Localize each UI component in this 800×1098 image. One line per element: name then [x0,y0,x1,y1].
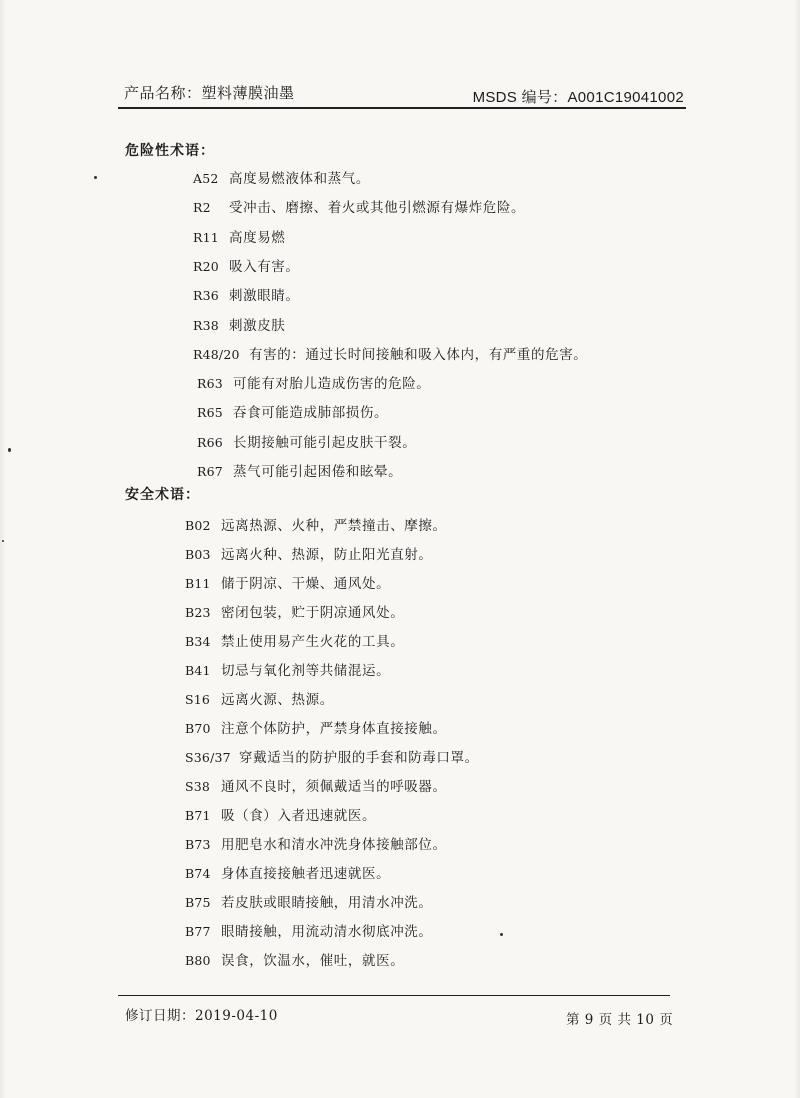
safety_section-item [185,949,404,969]
hazard_section-item [193,167,370,187]
hazard_section-code: R20 [193,258,219,274]
safety_section-item [185,601,404,621]
safety_section-text: 远离火种、热源，防止阳光直射。 [221,547,433,563]
safety_section-item [185,543,433,563]
safety_section-text: 眼睛接触，用流动清水彻底冲洗。 [221,924,433,940]
scan-edge-right [794,0,800,1098]
hazard_section-text: 长期接触可能引起皮肤干裂。 [233,434,417,451]
hazard_section-text: 刺激皮肤 [229,317,286,334]
page-header [118,80,686,110]
hazard_section-text: 吞食可能造成肺部损伤。 [233,405,389,422]
safety_section-item [185,572,390,592]
safety_section-code: B75 [185,895,211,910]
revision-label: 修订日期： [125,1008,195,1024]
hazard_section-text: 高度易燃液体和蒸气。 [229,171,370,187]
page-number: 第 9 页 共 10 页 [566,1012,674,1028]
safety_section-text: 密闭包装，贮于阴凉通风处。 [221,605,405,621]
hazard_section-item [193,226,285,246]
hazard_section-item [193,196,525,216]
safety_section-code: B02 [185,518,211,533]
hazard_section-code: R65 [197,405,223,421]
hazard_section-code: R11 [193,229,219,245]
safety_section-item [185,775,447,795]
safety_section-text: 切忌与氧化剂等共储混运。 [221,663,391,679]
hazard_section-text: 刺激眼睛。 [229,288,300,305]
safety_section-code: B73 [185,837,211,852]
safety_section-text: 误食，饮温水，催吐，就医。 [221,953,405,969]
hazard_section-text: 吸入有害。 [229,258,300,275]
header-divider [118,107,686,109]
safety_section-text: 远离火源、热源。 [221,692,334,708]
hazard_section-code: R63 [197,376,223,392]
safety_section-text: 通风不良时，须佩戴适当的呼吸器。 [221,779,447,795]
safety_section-item [185,659,390,679]
hazard_section-code: R67 [197,464,223,479]
safety_section-text: 注意个体防护，严禁身体直接接触。 [221,721,447,737]
safety_section-item [185,514,447,534]
safety_section-code: B23 [185,605,211,620]
scan-speck [8,448,11,452]
hazard_section-code: R36 [193,288,219,304]
hazard_section-item [193,314,285,334]
safety_section-code: B34 [185,634,211,649]
hazard_section-item [193,343,587,363]
safety_section-code: B03 [185,547,211,562]
hazard_section-code: A52 [193,171,219,186]
safety_section-code: S16 [185,692,211,707]
safety_section-code: B11 [185,576,211,591]
safety_section-item [185,688,334,708]
hazard_section-text: 可能有对胎儿造成伤害的危险。 [233,376,431,393]
safety_section-text: 远离热源、火种，严禁撞击、摩擦。 [221,518,447,534]
hazard_section-item [197,431,416,451]
safety_section-text: 禁止使用易产生火花的工具。 [221,634,405,650]
hazard_section-item [193,255,300,275]
scan-speck [500,933,503,936]
safety_section-item [185,746,479,766]
safety_section-text: 穿戴适当的防护服的手套和防毒口罩。 [239,750,479,766]
product-name: 产品名称：塑料薄膜油墨 [124,84,295,102]
safety_section-code: B77 [185,924,211,939]
hazard_section-code: R2 [193,200,211,216]
scan-edge-left [0,0,6,1098]
hazard_section-text: 受冲击、磨擦、着火或其他引燃源有爆炸危险。 [229,200,526,217]
hazard_section-text: 蒸气可能引起困倦和眩晕。 [233,464,403,480]
revision-date [125,1004,278,1024]
hazard_section-code: R48/20 [193,346,240,362]
hazard_section-item [193,284,300,304]
safety_section-code: S36/37 [185,750,231,765]
safety_section-item [185,891,433,911]
footer-divider [118,995,670,996]
hazard-section-title: 危险性术语： [125,143,215,159]
safety_section-item [185,862,390,882]
revision-date-value: 2019-04-10 [195,1008,278,1024]
safety_section-item [185,920,433,940]
safety_section-item [185,630,404,650]
safety_section-code: B80 [185,953,211,968]
safety_section-text: 若皮肤或眼睛接触，用清水冲洗。 [221,895,433,911]
hazard_section-item [197,401,388,421]
hazard_section-text: 高度易燃 [229,229,286,246]
safety-section-title: 安全术语： [125,487,200,503]
hazard_section-text: 有害的：通过长时间接触和吸入体内，有严重的危害。 [249,346,588,363]
safety_section-code: B70 [185,721,211,736]
safety_section-text: 储于阴凉、干燥、通风处。 [221,576,391,592]
safety_section-text: 吸（食）入者迅速就医。 [221,808,377,824]
safety_section-item [185,717,447,737]
msds-number: MSDS 编号：A001C19041002 [472,89,684,106]
safety_section-item [185,804,376,824]
safety_section-item [185,833,447,853]
safety_section-code: S38 [185,779,211,794]
hazard_section-item [197,460,402,480]
scan-speck [2,540,4,542]
scan-speck [94,176,97,179]
safety_section-text: 身体直接接触者迅速就医。 [221,866,391,882]
safety_section-text: 用肥皂水和清水冲洗身体接触部位。 [221,837,447,853]
safety_section-code: B41 [185,663,211,678]
hazard_section-code: R38 [193,317,219,333]
safety_section-code: B74 [185,866,211,881]
hazard_section-item [197,372,430,392]
hazard_section-code: R66 [197,434,223,450]
safety_section-code: B71 [185,808,211,823]
